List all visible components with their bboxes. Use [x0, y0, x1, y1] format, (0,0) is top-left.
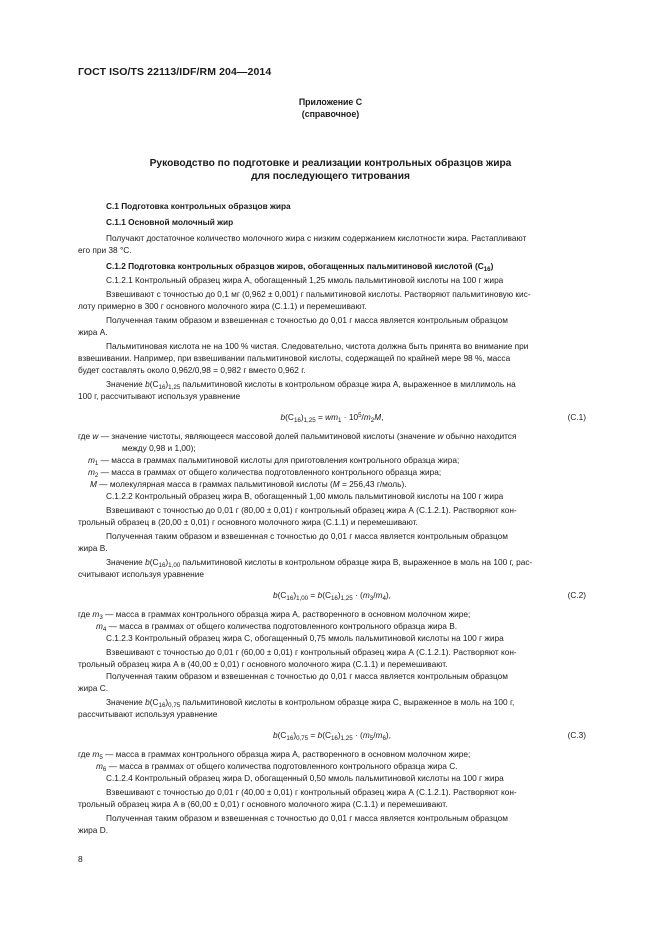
- formula-c1-number: (С.1): [567, 412, 586, 422]
- paragraph-c124-result-line-2: жира D.: [78, 825, 109, 835]
- paragraph-c122-weigh-line-2: трольный образец в (20,00 ± 0,01) г основного молочного жира (С.1.1) и перемешивают.: [78, 517, 418, 527]
- paragraph-c121-heading: С.1.2.1 Контрольный образец жира А, обогащенный 1,25 ммоль пальмитиновой кислоты на 100 г жира: [106, 275, 504, 285]
- formula-c1-definitions: [78, 430, 586, 490]
- paragraph-value-b-line-1: Значение $b(C_{16})_{1,00}$ пальмитиновой кислоты в контрольном образце жира В, выраженное в моль на 100 г, рас-: [106, 557, 533, 569]
- definition-m5: где $m_5$ — масса в граммах контрольного образца жира А, растворенного в основном молочном жире;: [78, 749, 471, 761]
- formula-c3-expression: $b(C_{16})_{0,75} = b(C_{16})_{1,25} \cdot (m_5/m_6)$,: [273, 730, 391, 742]
- paragraph-c123-weigh-line-2: трольный образец жира А в (40,00 ± 0,01) г основного молочного жира (С.1.1) и перемешивают.: [78, 659, 448, 669]
- definition-m6: $m_6$ — масса в граммах от общего количества подготовленного контрольного образца жира С.: [96, 761, 458, 773]
- paragraph-value-b-line-2: считывают используя уравнение: [78, 569, 205, 579]
- paragraph-c124-result-line-1: Полученная таким образом и взвешенная с точностью до 0,01 г масса является контрольным образцом: [106, 813, 508, 823]
- paragraph-c124-weigh-line-1: Взвешивают с точностью до 0,01 г (40,00 ± 0,01) г контрольный образец жира А (С.1.2.1). Растворяют кон-: [106, 787, 517, 797]
- paragraph-c123-weigh-line-1: Взвешивают с точностью до 0,01 г (60,00 ± 0,01) г контрольный образец жира А (С.1.2.1). Растворяют кон-: [106, 647, 517, 657]
- definition-m1: $m_1$ — масса в граммах пальмитиновой кислоты для приготовления контрольного образца жира;: [88, 455, 460, 467]
- paragraph-c121-weigh-line-1: Взвешивают с точностью до 0,1 мг (0,962 ± 0,001) г пальмитиновой кислоты. Растворяют пальмитиновую кис-: [106, 289, 531, 299]
- formula-c2-expression: $b(C_{16})_{1,00} = b(C_{16})_{1,25} \cdot (m_3/m_4)$,: [273, 590, 391, 602]
- definition-m3: где $m_3$ — масса в граммах контрольного образца жира А, растворенного в основном молочном жире;: [78, 609, 471, 621]
- formula-c3: [106, 727, 586, 743]
- definition-m2: $m_2$ — масса в граммах от общего количества подготовленного контрольного образца жира;: [88, 467, 442, 479]
- paragraph-c123-heading: С.1.2.3 Контрольный образец жира С, обогащенный 0,75 ммоль пальмитиновой кислоты на 100 г жира: [106, 633, 504, 643]
- definition-m4: $m_4$ — масса в граммах от общего количества подготовленного контрольного образца жира В.: [96, 621, 458, 633]
- paragraph-c124-weigh-line-2: трольный образец жира А в (60,00 ± 0,01) г основного молочного жира (С.1.1) и перемешивают.: [78, 799, 448, 809]
- paragraph-c122-result-line-2: жира В.: [78, 543, 108, 553]
- paragraph-purity-line-3: будет составлять около 0,962/0,98 = 0,982 г вместо 0,962 г.: [78, 365, 306, 375]
- section-c11-heading: С.1.1 Основной молочный жир: [106, 217, 234, 227]
- paragraph-c123-result-line-1: Полученная таким образом и взвешенная с точностью до 0,01 г масса является контрольным образцом: [106, 671, 508, 681]
- paragraph-value-c-line-1: Значение $b(C_{16})_{0,75}$ пальмитиновой кислоты в контрольном образце жира С, выраженное в моль на 100 г,: [106, 697, 515, 709]
- annex-body: [78, 200, 586, 836]
- paragraph-purity-line-1: Пальмитиновая кислота не на 100 % чистая. Следовательно, чистота должна быть принята во внимание при: [106, 341, 529, 351]
- paragraph-c122-weigh-line-1: Взвешивают с точностью до 0,01 г (80,00 ± 0,01) г контрольный образец жира А (С.1.2.1). Растворяют кон-: [106, 505, 517, 515]
- paragraph-c11-line-1: Получают достаточное количество молочного жира с низким содержанием кислотности жира. Растапливают: [106, 233, 527, 243]
- page-number: 8: [78, 854, 83, 864]
- formula-c1-expression: $b(C_{16})_{1,25} = wm_1 \cdot 10^5/m_2M$,: [280, 412, 384, 424]
- paragraph-c121-weigh-line-2: лоту примерно в 300 г основного молочного жира (С.1.1) и перемешивают.: [78, 301, 367, 311]
- paragraph-c11-line-2: его при 38 °С.: [78, 245, 132, 255]
- definition-M: M — молекулярная масса в граммах пальмитиновой кислоты (M = 256,43 г/моль).: [90, 479, 407, 489]
- annex-title-line-2: для последующего титрования: [251, 171, 410, 182]
- annex-name: Приложение С: [298, 97, 363, 107]
- paragraph-value-a-line-1: Значение $b(C_{16})_{1,25}$ пальмитиновой кислоты в контрольном образце жира А, выраженное в миллимоль на: [106, 379, 516, 391]
- paragraph-purity-line-2: взвешивании. Например, при взвешивании пальмитиновой кислоты, содержащей по крайней мере 98 %, масса: [78, 353, 511, 363]
- formula-c2-definitions: [78, 608, 586, 632]
- formula-c2-number: (С.2): [567, 590, 586, 600]
- formula-c1: [106, 409, 586, 425]
- paragraph-value-a-line-2: 100 г, рассчитывают используя уравнение: [78, 391, 241, 401]
- paragraph-value-c-line-2: рассчитывают используя уравнение: [78, 709, 218, 719]
- paragraph-c122-result-line-1: Полученная таким образом и взвешенная с точностью до 0,01 г масса является контрольным образцом: [106, 531, 508, 541]
- definition-w-line-1: где w — значение чистоты, являющееся массовой долей пальмитиновой кислоты (значение w обычно находится: [78, 431, 517, 441]
- paragraph-c121-result-line-1: Полученная таким образом и взвешенная с точностью до 0,01 г масса является контрольным образцом: [106, 315, 508, 325]
- section-c1-heading: С.1 Подготовка контрольных образцов жира: [106, 201, 291, 211]
- section-c12-heading: С.1.2 Подготовка контрольных образцов жиров, обогащенных пальмитиновой кислотой $(С_{16})$: [106, 261, 494, 273]
- annex-kind: (справочное): [301, 109, 360, 119]
- formula-c2: [106, 587, 586, 603]
- formula-c3-definitions: [78, 748, 586, 772]
- standard-header: ГОСТ ISO/TS 22113/IDF/RM 204—2014: [78, 66, 272, 78]
- paragraph-c124-heading: С.1.2.4 Контрольный образец жира D, обогащенный 0,50 ммоль пальмитиновой кислоты на 100 г жира: [106, 773, 504, 783]
- paragraph-c122-heading: С.1.2.2 Контрольный образец жира В, обогащенный 1,00 ммоль пальмитиновой кислоты на 100 г жира: [106, 491, 504, 501]
- definition-w-line-2: между 0,98 и 1,00);: [122, 443, 196, 453]
- paragraph-c121-result-line-2: жира А.: [78, 327, 108, 337]
- formula-c3-number: (С.3): [567, 730, 586, 740]
- annex-title-line-1: Руководство по подготовке и реализации контрольных образцов жира: [149, 158, 512, 169]
- paragraph-c123-result-line-2: жира С.: [78, 683, 109, 693]
